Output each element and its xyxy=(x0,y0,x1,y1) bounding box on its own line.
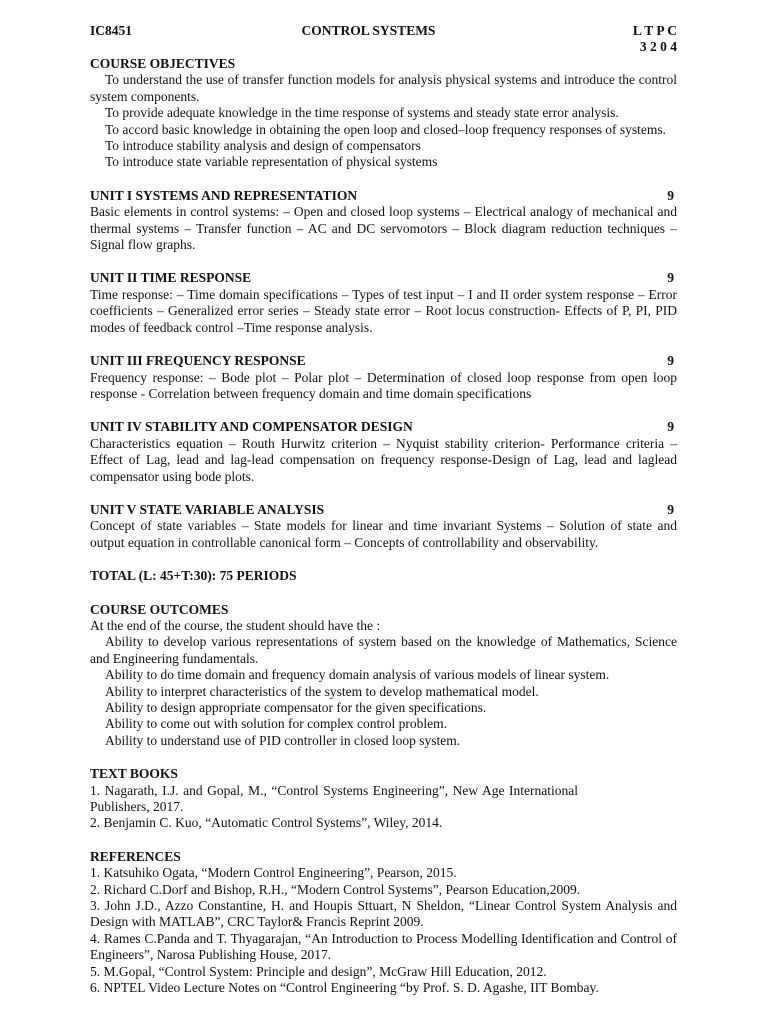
unit-hours: 9 xyxy=(667,501,674,517)
unit-content: Time response: – Time domain specifications – Types of test input – I and II order system response – Error coefficients – Generalized error series – Steady state error – Root locus construction- Effects of P, PI, PID modes of feedback control –Time response analysis. xyxy=(90,286,677,335)
course-title: CONTROL SYSTEMS xyxy=(301,23,436,38)
ltpc-block xyxy=(633,23,677,56)
reference-item: 1. Katsuhiko Ogata, “Modern Control Engineering”, Pearson, 2015. xyxy=(90,865,457,881)
objective-item: To understand the use of transfer function models for analysis physical systems and introduce the control system components. xyxy=(90,72,677,104)
outcome-item: Ability to do time domain and frequency domain analysis of various models of linear system. xyxy=(105,667,610,683)
course-code: IC8451 xyxy=(90,23,133,38)
total-periods: TOTAL (L: 45+T:30): 75 PERIODS xyxy=(90,568,297,584)
reference-item: 3. John J.D., Azzo Constantine, H. and Houpis Sttuart, N Sheldon, “Linear Control System Analysis and Design with MATLAB”, CRC Taylor& Francis Reprint 2009. xyxy=(90,898,677,930)
unit-heading xyxy=(90,188,677,204)
ltpc-label: L T P C xyxy=(632,23,677,38)
objective-item: To introduce state variable representation of physical systems xyxy=(105,154,438,170)
objectives-list xyxy=(90,72,677,170)
outcome-item: Ability to come out with solution for complex control problem. xyxy=(105,716,447,732)
text-book-item: 1. Nagarath, I.J. and Gopal, M., “Control Systems Engineering”, New Age International Publishers, 2017. xyxy=(90,782,578,815)
syllabus-page xyxy=(90,23,677,997)
unit-section xyxy=(90,419,677,485)
outcomes-list xyxy=(90,634,677,749)
unit-content: Basic elements in control systems: – Open and closed loop systems – Electrical analogy of mechanical and thermal systems – Transfer function – AC and DC servomotors – Block diagram reduction techniques – Signal flow graphs. xyxy=(90,204,677,253)
unit-heading xyxy=(90,419,677,435)
unit-section xyxy=(90,188,677,254)
unit-heading xyxy=(90,502,677,518)
unit-hours: 9 xyxy=(667,270,674,286)
text-books-heading: TEXT BOOKS xyxy=(90,766,178,782)
unit-section xyxy=(90,270,677,336)
unit-content: Concept of state variables – State models for linear and time invariant Systems – Solution of state and output equation in controllable canonical form – Concepts of controllability and observability. xyxy=(90,518,677,550)
unit-hours: 9 xyxy=(667,187,674,203)
unit-title: UNIT I SYSTEMS AND REPRESENTATION xyxy=(90,187,358,203)
objective-item: To accord basic knowledge in obtaining the open loop and closed–loop frequency responses of systems. xyxy=(105,121,667,137)
reference-item: 2. Richard C.Dorf and Bishop, R.H., “Modern Control Systems”, Pearson Education,2009. xyxy=(90,881,581,897)
unit-content: Frequency response: – Bode plot – Polar plot – Determination of closed loop response from open loop response - Correlation between frequency domain and time domain specifications xyxy=(90,369,677,401)
objective-item: To provide adequate knowledge in the time response of systems and steady state error analysis. xyxy=(105,105,619,121)
references-list xyxy=(90,865,677,996)
outcomes-intro: At the end of the course, the student should have the : xyxy=(90,617,381,633)
objective-item: To introduce stability analysis and design of compensators xyxy=(105,138,421,154)
unit-title: UNIT V STATE VARIABLE ANALYSIS xyxy=(90,501,325,517)
outcome-item: Ability to develop various representations of system based on the knowledge of Mathematics, Science and Engineering fundamentals. xyxy=(90,634,677,666)
unit-hours: 9 xyxy=(667,419,674,435)
unit-heading xyxy=(90,270,677,286)
unit-hours: 9 xyxy=(667,353,674,369)
unit-heading xyxy=(90,353,677,369)
unit-section xyxy=(90,353,677,402)
objectives-heading: COURSE OBJECTIVES xyxy=(90,56,236,71)
unit-title: UNIT II TIME RESPONSE xyxy=(90,270,252,286)
reference-item: 5. M.Gopal, “Control System: Principle and design”, McGraw Hill Education, 2012. xyxy=(90,963,547,979)
unit-title: UNIT IV STABILITY AND COMPENSATOR DESIGN xyxy=(90,419,413,435)
outcome-item: Ability to interpret characteristics of the system to develop mathematical model. xyxy=(105,683,539,699)
references-heading: REFERENCES xyxy=(90,848,181,864)
outcome-item: Ability to understand use of PID controller in closed loop system. xyxy=(105,732,461,748)
outcomes-heading: COURSE OUTCOMES xyxy=(90,601,229,617)
unit-content: Characteristics equation – Routh Hurwitz criterion – Nyquist stability criterion- Performance criteria – Effect of Lag, lead and lag-lead compensation on frequency response-Design of Lag, lead and laglead compensator using bode plots. xyxy=(90,435,677,484)
text-books-list xyxy=(90,783,677,832)
ltpc-values: 3 2 0 4 xyxy=(639,39,677,55)
text-book-item: 2. Benjamin C. Kuo, “Automatic Control Systems”, Wiley, 2014. xyxy=(90,815,443,831)
unit-title: UNIT III FREQUENCY RESPONSE xyxy=(90,353,306,369)
reference-item: 6. NPTEL Video Lecture Notes on “Control Engineering “by Prof. S. D. Agashe, IIT Bombay. xyxy=(90,980,599,996)
outcome-item: Ability to design appropriate compensator for the given specifications. xyxy=(105,700,487,715)
reference-item: 4. Rames C.Panda and T. Thyagarajan, “An Introduction to Process Modelling Identification and Control of Engineers”, Narosa Publishing House, 2017. xyxy=(90,930,677,963)
course-header xyxy=(90,23,677,56)
unit-section xyxy=(90,502,677,551)
